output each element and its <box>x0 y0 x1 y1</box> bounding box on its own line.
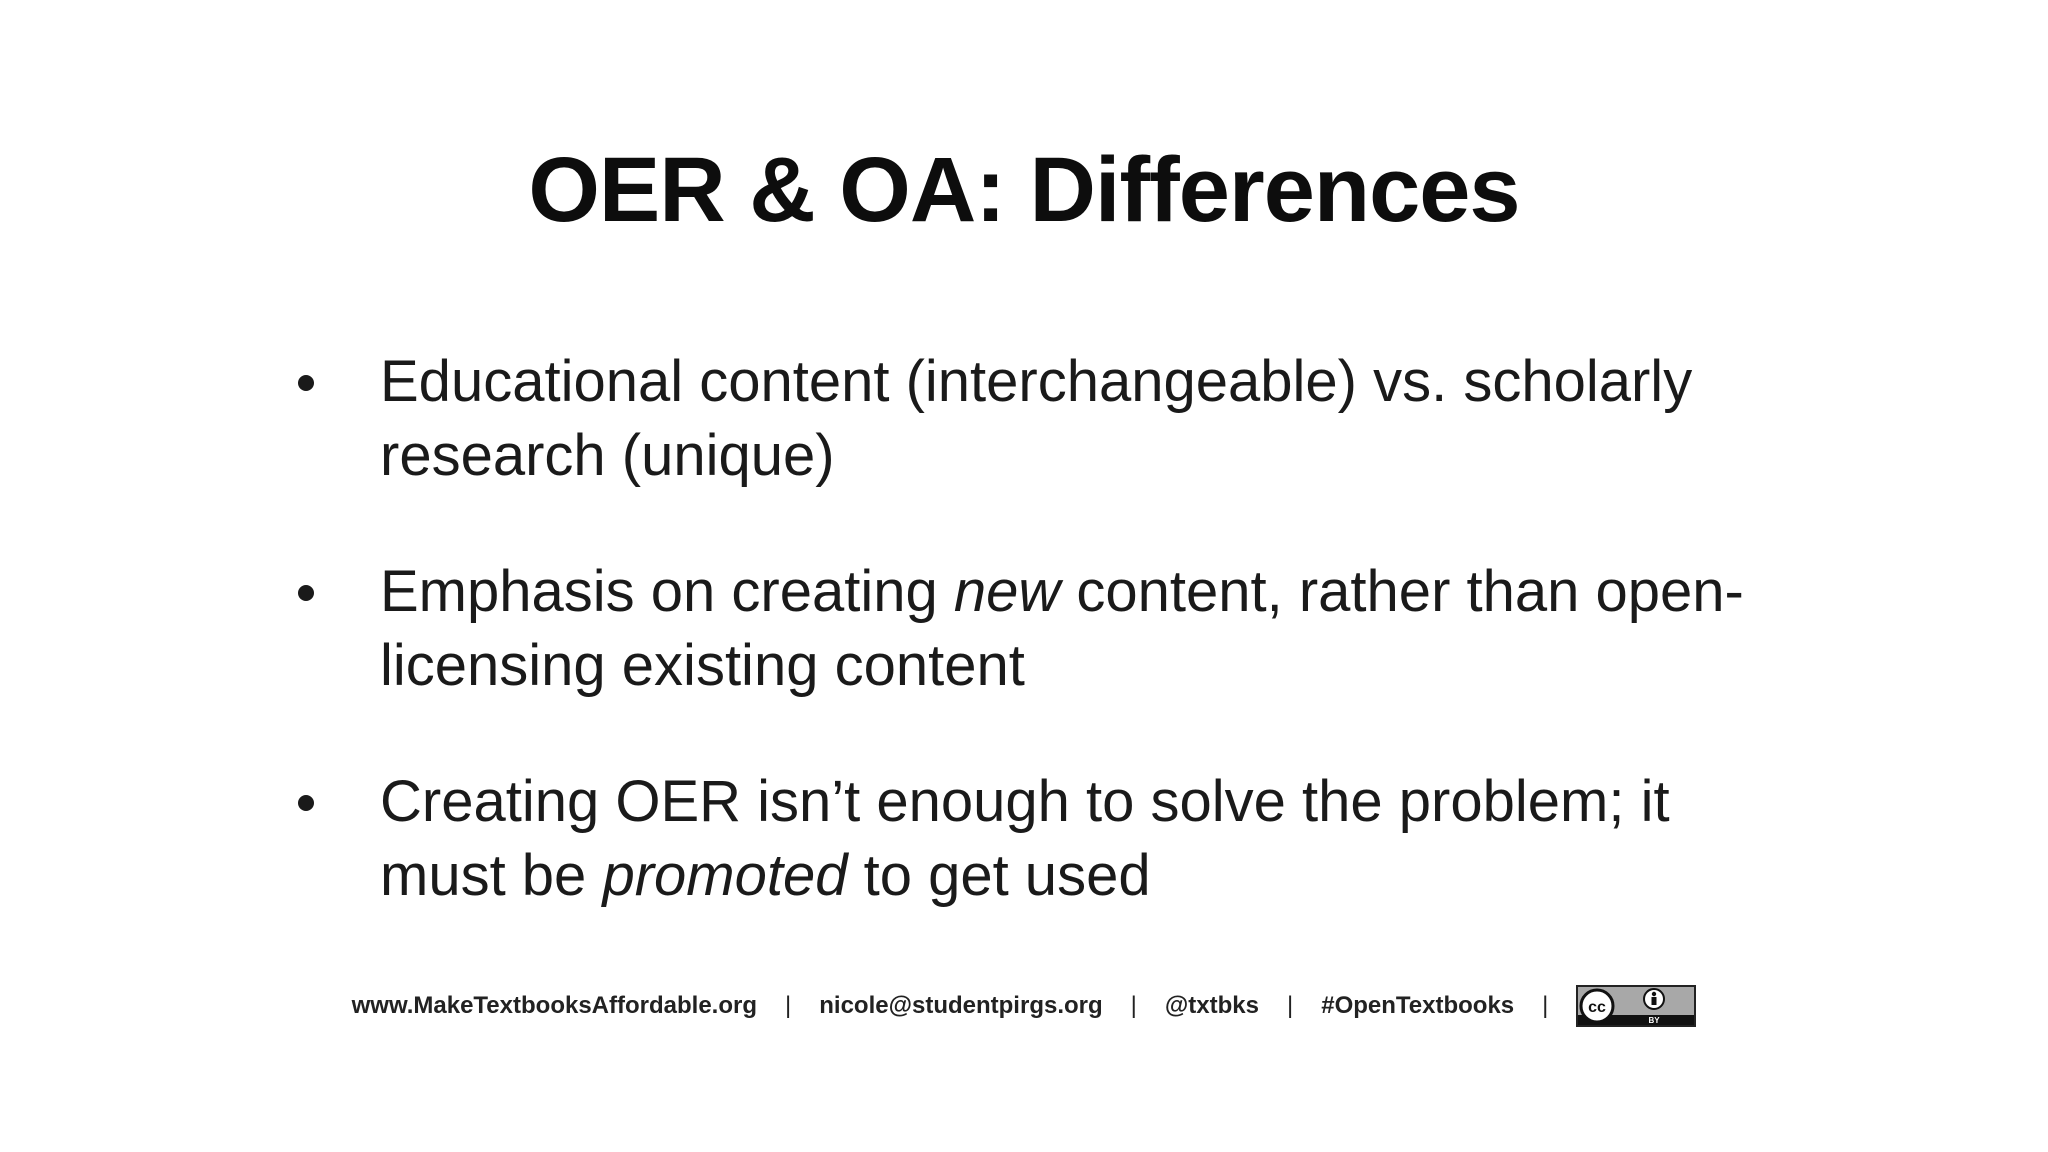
footer-separator: | <box>1286 992 1294 1019</box>
footer-bar <box>0 982 2048 1030</box>
footer-separator: | <box>1542 992 1549 1019</box>
emphasis-text: promoted <box>602 843 848 908</box>
footer-email: nicole@studentpirgs.org <box>819 992 1103 1019</box>
cc-by-icon <box>1576 985 1696 1027</box>
bullet-item <box>290 555 1770 703</box>
bullet-icon <box>298 585 314 601</box>
bullet-list <box>290 345 1770 975</box>
footer-separator: | <box>1130 992 1137 1019</box>
svg-text:cc: cc <box>1588 999 1607 1016</box>
footer-website: www.MakeTextbooksAffordable.org <box>351 992 757 1019</box>
bullet-item <box>290 765 1770 913</box>
bullet-item <box>290 345 1770 493</box>
footer-twitter: @txtbks <box>1164 992 1259 1019</box>
bullet-text: Creating OER isn’t enough to solve the problem; it must be promoted to get used <box>380 769 1670 908</box>
footer-separator: | <box>785 992 792 1019</box>
bullet-text: Educational content (interchangeable) vs. scholarly research (unique) <box>380 349 1693 488</box>
slide-title: OER & OA: Differences <box>528 139 1520 241</box>
bullet-text: Emphasis on creating new content, rather than open-licensing existing content <box>380 559 1744 698</box>
bullet-icon <box>298 795 314 811</box>
bullet-icon <box>298 375 314 391</box>
footer-hashtag: #OpenTextbooks <box>1321 992 1515 1019</box>
emphasis-text: new <box>953 559 1061 624</box>
cc-by-label: BY <box>1648 1016 1660 1025</box>
